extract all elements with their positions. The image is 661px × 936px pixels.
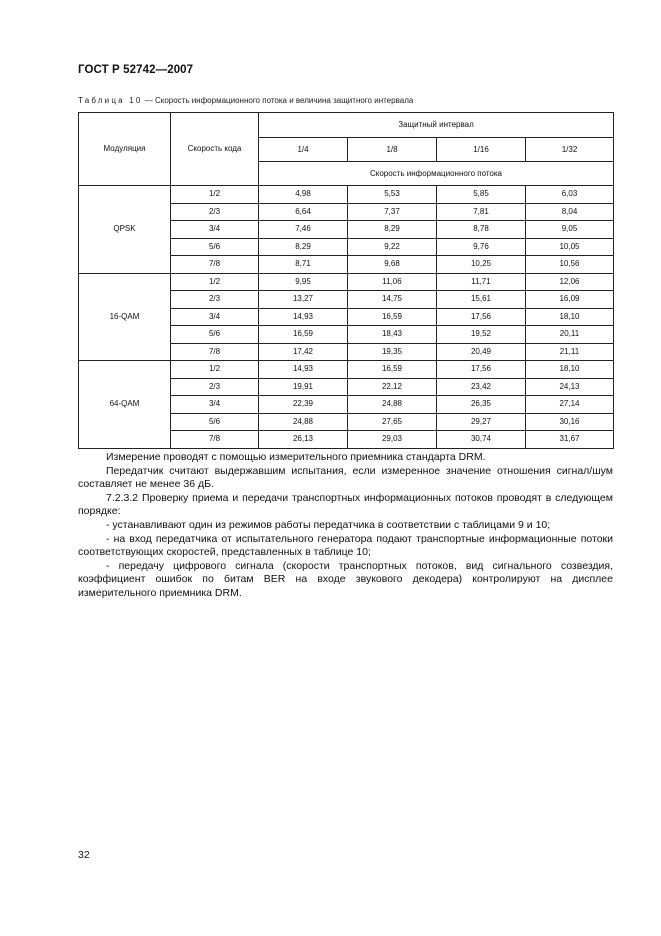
value-cell: 8,29: [259, 238, 348, 256]
list-item: - устанавливают один из режимов работы передатчика в соответствии с таблицами 9 и 10;: [106, 518, 551, 531]
value-cell: 22,12: [348, 378, 437, 396]
table-caption: [78, 96, 413, 105]
value-cell: 21,11: [526, 343, 614, 361]
value-cell: 30,74: [437, 431, 526, 449]
value-cell: 19,91: [259, 378, 348, 396]
value-cell: 10,25: [437, 256, 526, 274]
value-cell: 14,75: [348, 291, 437, 309]
value-cell: 17,56: [437, 308, 526, 326]
value-cell: 24,13: [526, 378, 614, 396]
modulation-cell: 64-QAM: [79, 361, 171, 449]
code-rate-cell: 7/8: [171, 431, 259, 449]
list-item: - на вход передатчика от испытательного генератора подают транспортные информационные потоки соответствующих скоростей, представленных в таблице 10;: [78, 532, 613, 559]
value-cell: 8,78: [437, 221, 526, 239]
code-rate-cell: 2/3: [171, 203, 259, 221]
modulation-cell: 16-QAM: [79, 273, 171, 361]
value-cell: 24,88: [348, 396, 437, 414]
value-cell: 26,13: [259, 431, 348, 449]
value-cell: 23,42: [437, 378, 526, 396]
value-cell: 14,93: [259, 361, 348, 379]
value-cell: 9,05: [526, 221, 614, 239]
code-rate-cell: 5/6: [171, 326, 259, 344]
value-cell: 7,46: [259, 221, 348, 239]
value-cell: 9,22: [348, 238, 437, 256]
value-cell: 18,10: [526, 308, 614, 326]
header-info-rate: Скорость информационного потока: [259, 162, 614, 186]
table-row: [79, 273, 614, 291]
value-cell: 11,06: [348, 273, 437, 291]
code-rate-cell: 5/6: [171, 238, 259, 256]
value-cell: 10,05: [526, 238, 614, 256]
value-cell: 20,49: [437, 343, 526, 361]
data-table: [78, 112, 614, 449]
paragraph: 7.2.3.2 Проверку приема и передачи транспортных информационных потоков проводят в следующем порядке:: [78, 491, 613, 518]
code-rate-cell: 5/6: [171, 413, 259, 431]
value-cell: 11,71: [437, 273, 526, 291]
code-rate-cell: 2/3: [171, 378, 259, 396]
value-cell: 17,42: [259, 343, 348, 361]
paragraph: Измерение проводят с помощью измерительного приемника стандарта DRM.: [106, 451, 486, 463]
code-rate-cell: 2/3: [171, 291, 259, 309]
code-rate-cell: 1/2: [171, 186, 259, 204]
code-rate-cell: 1/2: [171, 273, 259, 291]
value-cell: 6,03: [526, 186, 614, 204]
value-cell: 6,64: [259, 203, 348, 221]
header-guard-value: 1/16: [437, 138, 526, 162]
document-header: ГОСТ Р 52742—2007: [78, 64, 194, 76]
value-cell: 9,76: [437, 238, 526, 256]
code-rate-cell: 7/8: [171, 343, 259, 361]
body-text: [78, 451, 613, 601]
header-guard-value: 1/8: [348, 138, 437, 162]
value-cell: 8,04: [526, 203, 614, 221]
header-guard-value: 1/4: [259, 138, 348, 162]
code-rate-cell: 7/8: [171, 256, 259, 274]
code-rate-cell: 1/2: [171, 361, 259, 379]
value-cell: 12,06: [526, 273, 614, 291]
value-cell: 9,68: [348, 256, 437, 274]
value-cell: 20,11: [526, 326, 614, 344]
value-cell: 19,35: [348, 343, 437, 361]
value-cell: 29,27: [437, 413, 526, 431]
value-cell: 18,43: [348, 326, 437, 344]
value-cell: 24,88: [259, 413, 348, 431]
value-cell: 16,59: [348, 361, 437, 379]
value-cell: 16,59: [259, 326, 348, 344]
paragraph: Передатчик считают выдержавшим испытания, если измеренное значение отношения сигнал/шум составляет не менее 36 дБ.: [78, 464, 613, 491]
table-caption-text: — Скорость информационного потока и величина защитного интервала: [142, 96, 414, 105]
code-rate-cell: 3/4: [171, 396, 259, 414]
page-number: 32: [78, 849, 90, 861]
code-rate-cell: 3/4: [171, 221, 259, 239]
table-row: [79, 361, 614, 379]
code-rate-cell: 3/4: [171, 308, 259, 326]
header-guard-value: 1/32: [526, 138, 614, 162]
value-cell: 16,59: [348, 308, 437, 326]
value-cell: 27,65: [348, 413, 437, 431]
value-cell: 13,27: [259, 291, 348, 309]
header-modulation: Модуляция: [79, 113, 171, 186]
value-cell: 9,95: [259, 273, 348, 291]
value-cell: 27,14: [526, 396, 614, 414]
value-cell: 7,81: [437, 203, 526, 221]
value-cell: 31,67: [526, 431, 614, 449]
value-cell: 10,56: [526, 256, 614, 274]
value-cell: 26,35: [437, 396, 526, 414]
list-item: - передачу цифрового сигнала (скорости транспортных потоков, вид сигнального созвездия, коэффициент ошибок по битам BER на входе звукового декодера) контролируют на дисплее измерительного приемника DRM.: [78, 559, 613, 599]
modulation-cell: QPSK: [79, 186, 171, 274]
value-cell: 17,56: [437, 361, 526, 379]
header-guard-interval: Защитный интервал: [259, 113, 614, 138]
value-cell: 4,98: [259, 186, 348, 204]
header-code-rate: Скорость кода: [171, 113, 259, 186]
value-cell: 29,03: [348, 431, 437, 449]
table-row: [79, 186, 614, 204]
value-cell: 19,52: [437, 326, 526, 344]
value-cell: 16,09: [526, 291, 614, 309]
value-cell: 18,10: [526, 361, 614, 379]
value-cell: 8,29: [348, 221, 437, 239]
value-cell: 14,93: [259, 308, 348, 326]
value-cell: 30,16: [526, 413, 614, 431]
value-cell: 5,85: [437, 186, 526, 204]
value-cell: 7,37: [348, 203, 437, 221]
value-cell: 22,39: [259, 396, 348, 414]
value-cell: 15,61: [437, 291, 526, 309]
table-caption-label: Таблица 10: [78, 96, 143, 105]
value-cell: 8,71: [259, 256, 348, 274]
value-cell: 5,53: [348, 186, 437, 204]
